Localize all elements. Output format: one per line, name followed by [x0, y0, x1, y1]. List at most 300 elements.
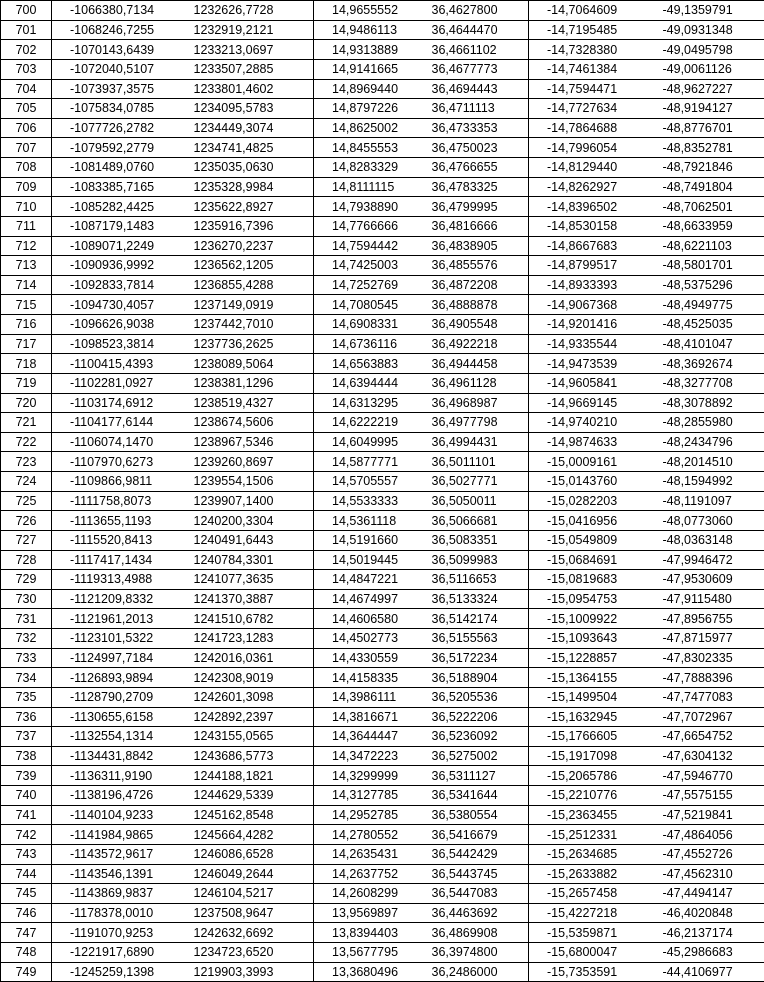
cell-value-b: 36,5188904 [417, 668, 529, 688]
cell-y-coordinate: 1238381,1296 [182, 373, 314, 393]
cell-x-coordinate: -1178378,0010 [52, 903, 182, 923]
cell-value-b: 36,4888878 [417, 295, 529, 315]
cell-row-number: 704 [1, 79, 52, 99]
cell-value-c: -15,0954753 [529, 589, 647, 609]
cell-value-a: 14,7938890 [314, 197, 417, 217]
cell-value-d: -48,6633959 [647, 216, 764, 236]
cell-y-coordinate: 1234095,5783 [182, 99, 314, 119]
cell-value-b: 36,4677773 [417, 59, 529, 79]
cell-value-c: -14,8129440 [529, 158, 647, 178]
table-row [1, 432, 764, 452]
cell-y-coordinate: 1237736,2625 [182, 334, 314, 354]
cell-value-d: -48,6221103 [647, 236, 764, 256]
cell-value-c: -15,1228857 [529, 648, 647, 668]
cell-value-b: 36,4711113 [417, 99, 529, 119]
cell-value-a: 14,4158335 [314, 668, 417, 688]
cell-value-d: -47,8715977 [647, 629, 764, 649]
cell-y-coordinate: 1235035,0630 [182, 158, 314, 178]
cell-value-b: 36,4733353 [417, 118, 529, 138]
cell-value-d: -47,7888396 [647, 668, 764, 688]
cell-value-d: -47,5219841 [647, 805, 764, 825]
cell-value-a: 14,8283329 [314, 158, 417, 178]
table-row [1, 805, 764, 825]
table-row [1, 491, 764, 511]
cell-value-c: -14,8667683 [529, 236, 647, 256]
cell-value-b: 36,5066681 [417, 511, 529, 531]
cell-row-number: 740 [1, 786, 52, 806]
cell-value-c: -15,0416956 [529, 511, 647, 531]
cell-y-coordinate: 1241370,3887 [182, 589, 314, 609]
cell-value-c: -14,8799517 [529, 256, 647, 276]
cell-row-number: 702 [1, 40, 52, 60]
cell-value-a: 14,2635431 [314, 844, 417, 864]
cell-value-d: -47,4864056 [647, 825, 764, 845]
cell-value-b: 36,5099983 [417, 550, 529, 570]
table-row [1, 903, 764, 923]
cell-y-coordinate: 1239554,1506 [182, 472, 314, 492]
cell-x-coordinate: -1115520,8413 [52, 530, 182, 550]
cell-row-number: 729 [1, 570, 52, 590]
cell-value-b: 36,4799995 [417, 197, 529, 217]
cell-value-b: 36,5311127 [417, 766, 529, 786]
cell-y-coordinate: 1235328,9984 [182, 177, 314, 197]
cell-value-a: 14,2952785 [314, 805, 417, 825]
cell-value-c: -14,7996054 [529, 138, 647, 158]
table-row [1, 393, 764, 413]
table-row [1, 40, 764, 60]
cell-value-c: -15,1499504 [529, 687, 647, 707]
table-row [1, 315, 764, 335]
cell-value-d: -47,9530609 [647, 570, 764, 590]
cell-value-a: 14,4502773 [314, 629, 417, 649]
cell-row-number: 719 [1, 373, 52, 393]
cell-value-d: -48,7062501 [647, 197, 764, 217]
cell-row-number: 745 [1, 884, 52, 904]
cell-value-c: -15,2633882 [529, 864, 647, 884]
cell-value-a: 14,6736116 [314, 334, 417, 354]
cell-value-b: 36,5443745 [417, 864, 529, 884]
cell-row-number: 718 [1, 354, 52, 374]
cell-value-a: 14,9313889 [314, 40, 417, 60]
table-row [1, 629, 764, 649]
table-row [1, 943, 764, 963]
cell-y-coordinate: 1238674,5606 [182, 413, 314, 433]
cell-value-c: -15,2512331 [529, 825, 647, 845]
cell-value-a: 14,5361118 [314, 511, 417, 531]
cell-x-coordinate: -1096626,9038 [52, 315, 182, 335]
cell-value-d: -48,5375296 [647, 275, 764, 295]
cell-y-coordinate: 1242601,3098 [182, 687, 314, 707]
table-row [1, 727, 764, 747]
cell-value-c: -15,2065786 [529, 766, 647, 786]
cell-value-c: -15,1917098 [529, 746, 647, 766]
cell-value-a: 13,3680496 [314, 962, 417, 982]
table-row [1, 1, 764, 21]
cell-value-b: 36,5050011 [417, 491, 529, 511]
cell-y-coordinate: 1244629,5339 [182, 786, 314, 806]
table-row [1, 20, 764, 40]
cell-x-coordinate: -1090936,9992 [52, 256, 182, 276]
cell-y-coordinate: 1219903,3993 [182, 962, 314, 982]
cell-row-number: 720 [1, 393, 52, 413]
table-row [1, 59, 764, 79]
cell-value-d: -46,2137174 [647, 923, 764, 943]
cell-row-number: 738 [1, 746, 52, 766]
cell-value-d: -48,2014510 [647, 452, 764, 472]
cell-x-coordinate: -1103174,6912 [52, 393, 182, 413]
table-row [1, 648, 764, 668]
cell-row-number: 700 [1, 1, 52, 21]
cell-value-b: 36,5027771 [417, 472, 529, 492]
table-row [1, 825, 764, 845]
cell-row-number: 705 [1, 99, 52, 119]
cell-value-d: -48,9627227 [647, 79, 764, 99]
cell-row-number: 728 [1, 550, 52, 570]
cell-value-c: -15,5359871 [529, 923, 647, 943]
cell-value-d: -48,2855980 [647, 413, 764, 433]
cell-y-coordinate: 1240784,3301 [182, 550, 314, 570]
table-row [1, 746, 764, 766]
cell-x-coordinate: -1068246,7255 [52, 20, 182, 40]
cell-row-number: 722 [1, 432, 52, 452]
cell-value-c: -15,4227218 [529, 903, 647, 923]
cell-x-coordinate: -1143546,1391 [52, 864, 182, 884]
cell-value-c: -15,2657458 [529, 884, 647, 904]
cell-y-coordinate: 1246086,6528 [182, 844, 314, 864]
cell-x-coordinate: -1128790,2709 [52, 687, 182, 707]
cell-row-number: 747 [1, 923, 52, 943]
cell-value-a: 13,8394403 [314, 923, 417, 943]
cell-x-coordinate: -1104177,6144 [52, 413, 182, 433]
cell-value-a: 14,8455553 [314, 138, 417, 158]
cell-value-a: 14,8625002 [314, 118, 417, 138]
cell-value-d: -48,7491804 [647, 177, 764, 197]
cell-y-coordinate: 1241723,1283 [182, 629, 314, 649]
cell-x-coordinate: -1083385,7165 [52, 177, 182, 197]
cell-value-c: -14,9874633 [529, 432, 647, 452]
cell-value-c: -15,1093643 [529, 629, 647, 649]
cell-y-coordinate: 1246104,5217 [182, 884, 314, 904]
cell-value-c: -15,7353591 [529, 962, 647, 982]
cell-x-coordinate: -1075834,0785 [52, 99, 182, 119]
cell-value-d: -48,1191097 [647, 491, 764, 511]
table-row [1, 687, 764, 707]
cell-y-coordinate: 1237442,7010 [182, 315, 314, 335]
cell-y-coordinate: 1234449,3074 [182, 118, 314, 138]
cell-value-a: 13,9569897 [314, 903, 417, 923]
cell-value-d: -47,8956755 [647, 609, 764, 629]
cell-value-d: -49,1359791 [647, 1, 764, 21]
cell-row-number: 743 [1, 844, 52, 864]
cell-value-b: 36,4627800 [417, 1, 529, 21]
cell-value-a: 14,6908331 [314, 315, 417, 335]
cell-value-c: -15,1364155 [529, 668, 647, 688]
cell-value-d: -47,7072967 [647, 707, 764, 727]
cell-value-c: -15,6800047 [529, 943, 647, 963]
cell-x-coordinate: -1121209,8332 [52, 589, 182, 609]
cell-value-d: -48,7921846 [647, 158, 764, 178]
table-row [1, 334, 764, 354]
cell-value-b: 36,2486000 [417, 962, 529, 982]
cell-row-number: 706 [1, 118, 52, 138]
cell-value-b: 36,5236092 [417, 727, 529, 747]
cell-y-coordinate: 1233801,4602 [182, 79, 314, 99]
cell-value-c: -15,0549809 [529, 530, 647, 550]
cell-value-c: -15,2363455 [529, 805, 647, 825]
table-row [1, 413, 764, 433]
cell-value-c: -14,9067368 [529, 295, 647, 315]
cell-value-a: 14,3644447 [314, 727, 417, 747]
cell-y-coordinate: 1245664,4282 [182, 825, 314, 845]
cell-value-c: -14,7864688 [529, 118, 647, 138]
cell-row-number: 741 [1, 805, 52, 825]
cell-value-c: -14,7328380 [529, 40, 647, 60]
cell-value-b: 36,4661102 [417, 40, 529, 60]
cell-value-c: -14,7461384 [529, 59, 647, 79]
cell-x-coordinate: -1138196,4726 [52, 786, 182, 806]
cell-x-coordinate: -1140104,9233 [52, 805, 182, 825]
cell-row-number: 716 [1, 315, 52, 335]
cell-y-coordinate: 1236270,2237 [182, 236, 314, 256]
cell-value-b: 36,4872208 [417, 275, 529, 295]
table-row [1, 609, 764, 629]
cell-value-d: -49,0495798 [647, 40, 764, 60]
cell-value-c: -14,9605841 [529, 373, 647, 393]
cell-row-number: 733 [1, 648, 52, 668]
table-row [1, 472, 764, 492]
table-row [1, 256, 764, 276]
cell-y-coordinate: 1235916,7396 [182, 216, 314, 236]
cell-value-a: 14,6563883 [314, 354, 417, 374]
cell-row-number: 713 [1, 256, 52, 276]
cell-value-a: 14,4606580 [314, 609, 417, 629]
cell-y-coordinate: 1236562,1205 [182, 256, 314, 276]
cell-value-d: -48,3078892 [647, 393, 764, 413]
cell-value-c: -14,9201416 [529, 315, 647, 335]
cell-x-coordinate: -1132554,1314 [52, 727, 182, 747]
cell-value-a: 14,7425003 [314, 256, 417, 276]
cell-row-number: 744 [1, 864, 52, 884]
cell-row-number: 730 [1, 589, 52, 609]
cell-value-d: -48,3277708 [647, 373, 764, 393]
cell-row-number: 717 [1, 334, 52, 354]
cell-value-c: -15,0819683 [529, 570, 647, 590]
table-row [1, 177, 764, 197]
cell-value-a: 14,6049995 [314, 432, 417, 452]
cell-value-b: 36,5447083 [417, 884, 529, 904]
cell-value-d: -48,8776701 [647, 118, 764, 138]
cell-value-d: -47,9946472 [647, 550, 764, 570]
cell-row-number: 727 [1, 530, 52, 550]
cell-value-b: 36,5116653 [417, 570, 529, 590]
cell-row-number: 709 [1, 177, 52, 197]
cell-x-coordinate: -1098523,3814 [52, 334, 182, 354]
cell-x-coordinate: -1130655,6158 [52, 707, 182, 727]
cell-x-coordinate: -1109866,9811 [52, 472, 182, 492]
cell-value-a: 14,5533333 [314, 491, 417, 511]
table-row [1, 962, 764, 982]
cell-value-c: -15,1766605 [529, 727, 647, 747]
cell-y-coordinate: 1241077,3635 [182, 570, 314, 590]
table-row [1, 511, 764, 531]
cell-row-number: 726 [1, 511, 52, 531]
cell-x-coordinate: -1143572,9617 [52, 844, 182, 864]
cell-y-coordinate: 1234741,4825 [182, 138, 314, 158]
table-row [1, 884, 764, 904]
cell-value-c: -15,1632945 [529, 707, 647, 727]
cell-row-number: 732 [1, 629, 52, 649]
cell-y-coordinate: 1242632,6692 [182, 923, 314, 943]
cell-x-coordinate: -1121961,2013 [52, 609, 182, 629]
cell-x-coordinate: -1221917,6890 [52, 943, 182, 963]
cell-row-number: 707 [1, 138, 52, 158]
cell-x-coordinate: -1126893,9894 [52, 668, 182, 688]
cell-value-a: 14,3986111 [314, 687, 417, 707]
cell-row-number: 739 [1, 766, 52, 786]
cell-x-coordinate: -1066380,7134 [52, 1, 182, 21]
cell-value-b: 36,4750023 [417, 138, 529, 158]
cell-x-coordinate: -1072040,5107 [52, 59, 182, 79]
cell-value-a: 14,5019445 [314, 550, 417, 570]
cell-y-coordinate: 1232919,2121 [182, 20, 314, 40]
cell-value-a: 14,3299999 [314, 766, 417, 786]
cell-value-d: -49,0931348 [647, 20, 764, 40]
table-row [1, 118, 764, 138]
cell-value-c: -14,7594471 [529, 79, 647, 99]
cell-value-a: 14,4330559 [314, 648, 417, 668]
cell-x-coordinate: -1085282,4425 [52, 197, 182, 217]
cell-value-a: 14,5877771 [314, 452, 417, 472]
cell-value-a: 13,5677795 [314, 943, 417, 963]
cell-x-coordinate: -1070143,6439 [52, 40, 182, 60]
table-row [1, 923, 764, 943]
cell-value-d: -48,5801701 [647, 256, 764, 276]
cell-value-a: 14,2637752 [314, 864, 417, 884]
cell-value-a: 14,7252769 [314, 275, 417, 295]
cell-x-coordinate: -1092833,7814 [52, 275, 182, 295]
cell-value-d: -48,4101047 [647, 334, 764, 354]
cell-y-coordinate: 1245162,8548 [182, 805, 314, 825]
table-row [1, 79, 764, 99]
cell-value-b: 36,4968987 [417, 393, 529, 413]
cell-y-coordinate: 1233213,0697 [182, 40, 314, 60]
cell-value-d: -48,4525035 [647, 315, 764, 335]
cell-row-number: 714 [1, 275, 52, 295]
cell-value-c: -14,9335544 [529, 334, 647, 354]
cell-y-coordinate: 1246049,2644 [182, 864, 314, 884]
cell-value-d: -48,3692674 [647, 354, 764, 374]
cell-x-coordinate: -1123101,5322 [52, 629, 182, 649]
cell-value-b: 36,5011101 [417, 452, 529, 472]
cell-value-b: 36,4855576 [417, 256, 529, 276]
cell-value-c: -15,0282203 [529, 491, 647, 511]
cell-value-c: -14,7064609 [529, 1, 647, 21]
cell-value-d: -48,4949775 [647, 295, 764, 315]
cell-value-b: 36,5222206 [417, 707, 529, 727]
cell-y-coordinate: 1237508,9647 [182, 903, 314, 923]
cell-value-a: 14,6222219 [314, 413, 417, 433]
cell-value-c: -15,2634685 [529, 844, 647, 864]
cell-value-d: -47,7477083 [647, 687, 764, 707]
table-row [1, 295, 764, 315]
cell-value-b: 36,5142174 [417, 609, 529, 629]
cell-x-coordinate: -1245259,1398 [52, 962, 182, 982]
cell-value-b: 36,4922218 [417, 334, 529, 354]
cell-value-b: 36,5083351 [417, 530, 529, 550]
cell-value-b: 36,5275002 [417, 746, 529, 766]
cell-value-a: 14,8797226 [314, 99, 417, 119]
cell-row-number: 725 [1, 491, 52, 511]
cell-x-coordinate: -1102281,0927 [52, 373, 182, 393]
cell-y-coordinate: 1241510,6782 [182, 609, 314, 629]
cell-x-coordinate: -1100415,4393 [52, 354, 182, 374]
cell-row-number: 735 [1, 687, 52, 707]
cell-y-coordinate: 1238519,4327 [182, 393, 314, 413]
cell-value-d: -47,6654752 [647, 727, 764, 747]
cell-value-a: 14,4847221 [314, 570, 417, 590]
cell-x-coordinate: -1143869,9837 [52, 884, 182, 904]
cell-value-b: 36,4644470 [417, 20, 529, 40]
cell-value-a: 14,9486113 [314, 20, 417, 40]
cell-value-c: -14,9740210 [529, 413, 647, 433]
cell-value-a: 14,7080545 [314, 295, 417, 315]
cell-x-coordinate: -1191070,9253 [52, 923, 182, 943]
cell-row-number: 708 [1, 158, 52, 178]
cell-value-b: 36,4977798 [417, 413, 529, 433]
cell-x-coordinate: -1141984,9865 [52, 825, 182, 845]
cell-value-d: -46,4020848 [647, 903, 764, 923]
cell-value-d: -47,4494147 [647, 884, 764, 904]
cell-y-coordinate: 1235622,8927 [182, 197, 314, 217]
cell-value-d: -47,5575155 [647, 786, 764, 806]
cell-value-a: 14,6313295 [314, 393, 417, 413]
cell-y-coordinate: 1244188,1821 [182, 766, 314, 786]
table-row [1, 216, 764, 236]
cell-value-c: -14,7727634 [529, 99, 647, 119]
cell-value-a: 14,8111115 [314, 177, 417, 197]
cell-value-b: 36,5155563 [417, 629, 529, 649]
cell-value-a: 14,5705557 [314, 472, 417, 492]
cell-value-d: -47,6304132 [647, 746, 764, 766]
cell-x-coordinate: -1117417,1434 [52, 550, 182, 570]
cell-x-coordinate: -1107970,6273 [52, 452, 182, 472]
cell-value-b: 36,4905548 [417, 315, 529, 335]
cell-x-coordinate: -1079592,2779 [52, 138, 182, 158]
cell-value-b: 36,4816666 [417, 216, 529, 236]
cell-y-coordinate: 1242892,2397 [182, 707, 314, 727]
cell-y-coordinate: 1240491,6443 [182, 530, 314, 550]
cell-value-b: 36,5205536 [417, 687, 529, 707]
table-row [1, 550, 764, 570]
cell-row-number: 749 [1, 962, 52, 982]
cell-row-number: 742 [1, 825, 52, 845]
cell-value-a: 14,3816671 [314, 707, 417, 727]
cell-value-b: 36,3974800 [417, 943, 529, 963]
cell-row-number: 731 [1, 609, 52, 629]
cell-value-a: 14,2780552 [314, 825, 417, 845]
cell-x-coordinate: -1136311,9190 [52, 766, 182, 786]
cell-row-number: 721 [1, 413, 52, 433]
cell-value-c: -15,0684691 [529, 550, 647, 570]
cell-row-number: 736 [1, 707, 52, 727]
table-row [1, 452, 764, 472]
cell-x-coordinate: -1094730,4057 [52, 295, 182, 315]
cell-x-coordinate: -1134431,8842 [52, 746, 182, 766]
cell-x-coordinate: -1111758,8073 [52, 491, 182, 511]
cell-value-c: -15,1009922 [529, 609, 647, 629]
cell-value-c: -15,0143760 [529, 472, 647, 492]
cell-value-c: -15,0009161 [529, 452, 647, 472]
